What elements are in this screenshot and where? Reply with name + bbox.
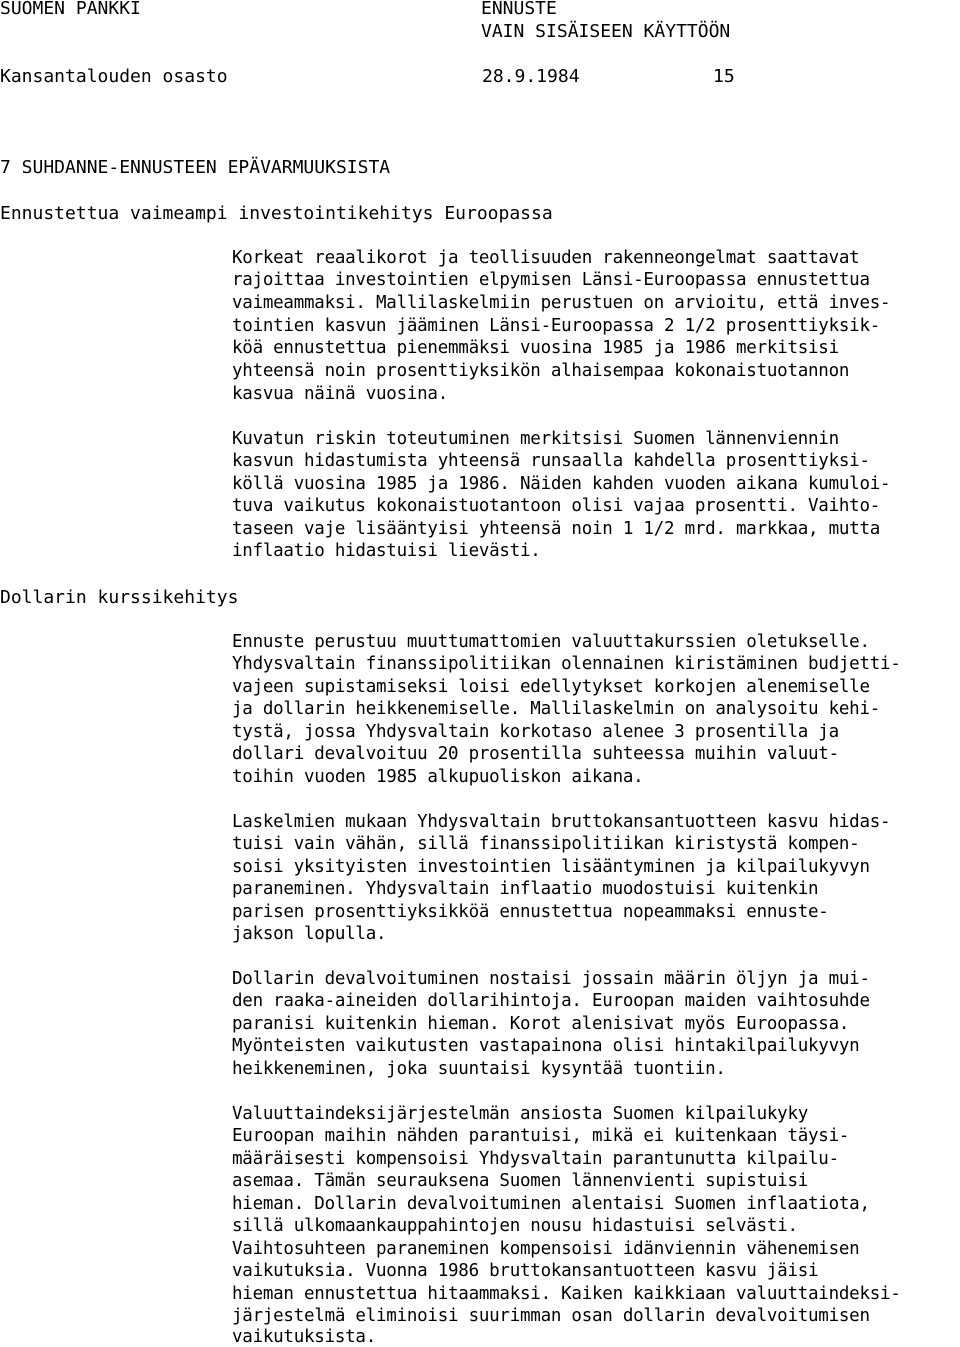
paragraph-line: Dollarin devalvoituminen nostaisi jossain määrin öljyn ja mui- <box>232 969 870 989</box>
paragraph-line: toihin vuoden 1985 alkupuoliskon aikana. <box>232 767 644 787</box>
paragraph-line: järjestelmä eliminoisi suurimman osan dollarin devalvoitumisen <box>232 1306 870 1326</box>
paragraph-line: paranisi kuitenkin hieman. Korot alenisivat myös Euroopassa. <box>232 1014 850 1034</box>
paragraph-line: vaikutuksista. <box>232 1327 377 1347</box>
section-title: 7 SUHDANNE-ENNUSTEEN EPÄVARMUUKSISTA <box>0 157 391 178</box>
paragraph-line: rajoittaa investointien elpymisen Länsi-Euroopassa ennustettua <box>232 270 870 290</box>
paragraph-line: paraneminen. Yhdysvaltain inflaatio muodostuisi kuitenkin <box>232 879 819 899</box>
paragraph-line: parisen prosenttiyksikköä ennustettua nopeammaksi ennuste- <box>232 902 829 922</box>
paragraph-line: köä ennustettua pienemmäksi vuosina 1985 ja 1986 merkitsisi <box>232 338 839 358</box>
department-name: Kansantalouden osasto <box>0 66 228 87</box>
paragraph-line: Valuuttaindeksijärjestelmän ansiosta Suomen kilpailukyky <box>232 1104 809 1124</box>
paragraph-line: hieman. Dollarin devalvoituminen alentaisi Suomen inflaatiota, <box>232 1194 870 1214</box>
paragraph-line: heikkeneminen, joka suuntaisi kysyntää tuontiin. <box>232 1059 726 1079</box>
paragraph-line: tystä, jossa Yhdysvaltain korkotaso alenee 3 prosentilla ja <box>232 722 839 742</box>
paragraph-line: inflaatio hidastuisi lievästi. <box>232 541 541 561</box>
paragraph-line: köllä vuosina 1985 ja 1986. Näiden kahden vuoden aikana kumuloi- <box>232 474 891 494</box>
paragraph-line: tuva vaikutus kokonaistuotantoon olisi vajaa prosentti. Vaihto- <box>232 496 881 516</box>
paragraph-line: Euroopan maihin nähden parantuisi, mikä ei kuitenkaan täysi- <box>232 1126 850 1146</box>
paragraph-line: Korkeat reaalikorot ja teollisuuden rakenneongelmat saattavat <box>232 248 860 268</box>
paragraph-line: määräisesti kompensoisi Yhdysvaltain parantunutta kilpailu- <box>232 1149 839 1169</box>
paragraph-line: Myönteisten vaikutusten vastapainona olisi hintakilpailukyvyn <box>232 1036 860 1056</box>
paragraph-line: tuisi vain vähän, sillä finanssipolitiikan kiristystä kompen- <box>232 834 860 854</box>
paragraph-line: Laskelmien mukaan Yhdysvaltain bruttokansantuotteen kasvu hidas- <box>232 812 891 832</box>
organization-name: SUOMEN PANKKI <box>0 0 141 19</box>
page-number: 15 <box>713 66 735 87</box>
paragraph-line: dollari devalvoituu 20 prosentilla suhteessa muihin valuut- <box>232 744 839 764</box>
paragraph-line: yhteensä noin prosenttiyksikön alhaisempaa kokonaistuotannon <box>232 361 850 381</box>
paragraph-line: sillä ulkomaankauppahintojen nousu hidastuisi selvästi. <box>232 1216 798 1236</box>
side-heading-investment: Ennustettua vaimeampi investointikehitys Euroopassa <box>0 203 553 224</box>
paragraph-line: vajeen supistamiseksi loisi edellytykset korkojen alenemiselle <box>232 677 870 697</box>
paragraph-line: taseen vaje lisääntyisi yhteensä noin 1 1/2 mrd. markkaa, mutta <box>232 519 881 539</box>
paragraph-line: Kuvatun riskin toteutuminen merkitsisi Suomen lännenviennin <box>232 429 839 449</box>
confidentiality-label: VAIN SISÄISEEN KÄYTTÖÖN <box>481 21 731 42</box>
paragraph-line: Vaihtosuhteen paraneminen kompensoisi idänviennin vähenemisen <box>232 1239 860 1259</box>
document-date: 28.9.1984 <box>482 66 580 87</box>
paragraph-line: ja dollarin heikkenemiselle. Mallilaskelmin on analysoitu kehi- <box>232 699 881 719</box>
document-label: ENNUSTE <box>481 0 557 19</box>
paragraph-line: Ennuste perustuu muuttumattomien valuuttakurssien oletukselle. <box>232 632 870 652</box>
paragraph-line: jakson lopulla. <box>232 924 387 944</box>
paragraph-line: asemaa. Tämän seurauksena Suomen lännenvienti supistuisi <box>232 1171 809 1191</box>
paragraph-line: kasvun hidastumista yhteensä runsaalla kahdella prosenttiyksi- <box>232 451 870 471</box>
paragraph-line: soisi yksityisten investointien lisääntyminen ja kilpailukyvyn <box>232 857 870 877</box>
paragraph-line: vaikutuksia. Vuonna 1986 bruttokansantuotteen kasvu jäisi <box>232 1261 819 1281</box>
paragraph-line: Yhdysvaltain finanssipolitiikan olennainen kiristäminen budjetti- <box>232 654 901 674</box>
side-heading-dollar: Dollarin kurssikehitys <box>0 587 239 608</box>
paragraph-line: den raaka-aineiden dollarihintoja. Euroopan maiden vaihtosuhde <box>232 991 870 1011</box>
paragraph-line: hieman ennustettua hitaammaksi. Kaiken kaikkiaan valuuttaindeksi- <box>232 1284 901 1304</box>
paragraph-line: tointien kasvun jääminen Länsi-Euroopassa 2 1/2 prosenttiyksik- <box>232 316 881 336</box>
paragraph-line: kasvua näinä vuosina. <box>232 384 449 404</box>
paragraph-line: vaimeammaksi. Mallilaskelmiin perustuen on arvioitu, että inves- <box>232 293 891 313</box>
